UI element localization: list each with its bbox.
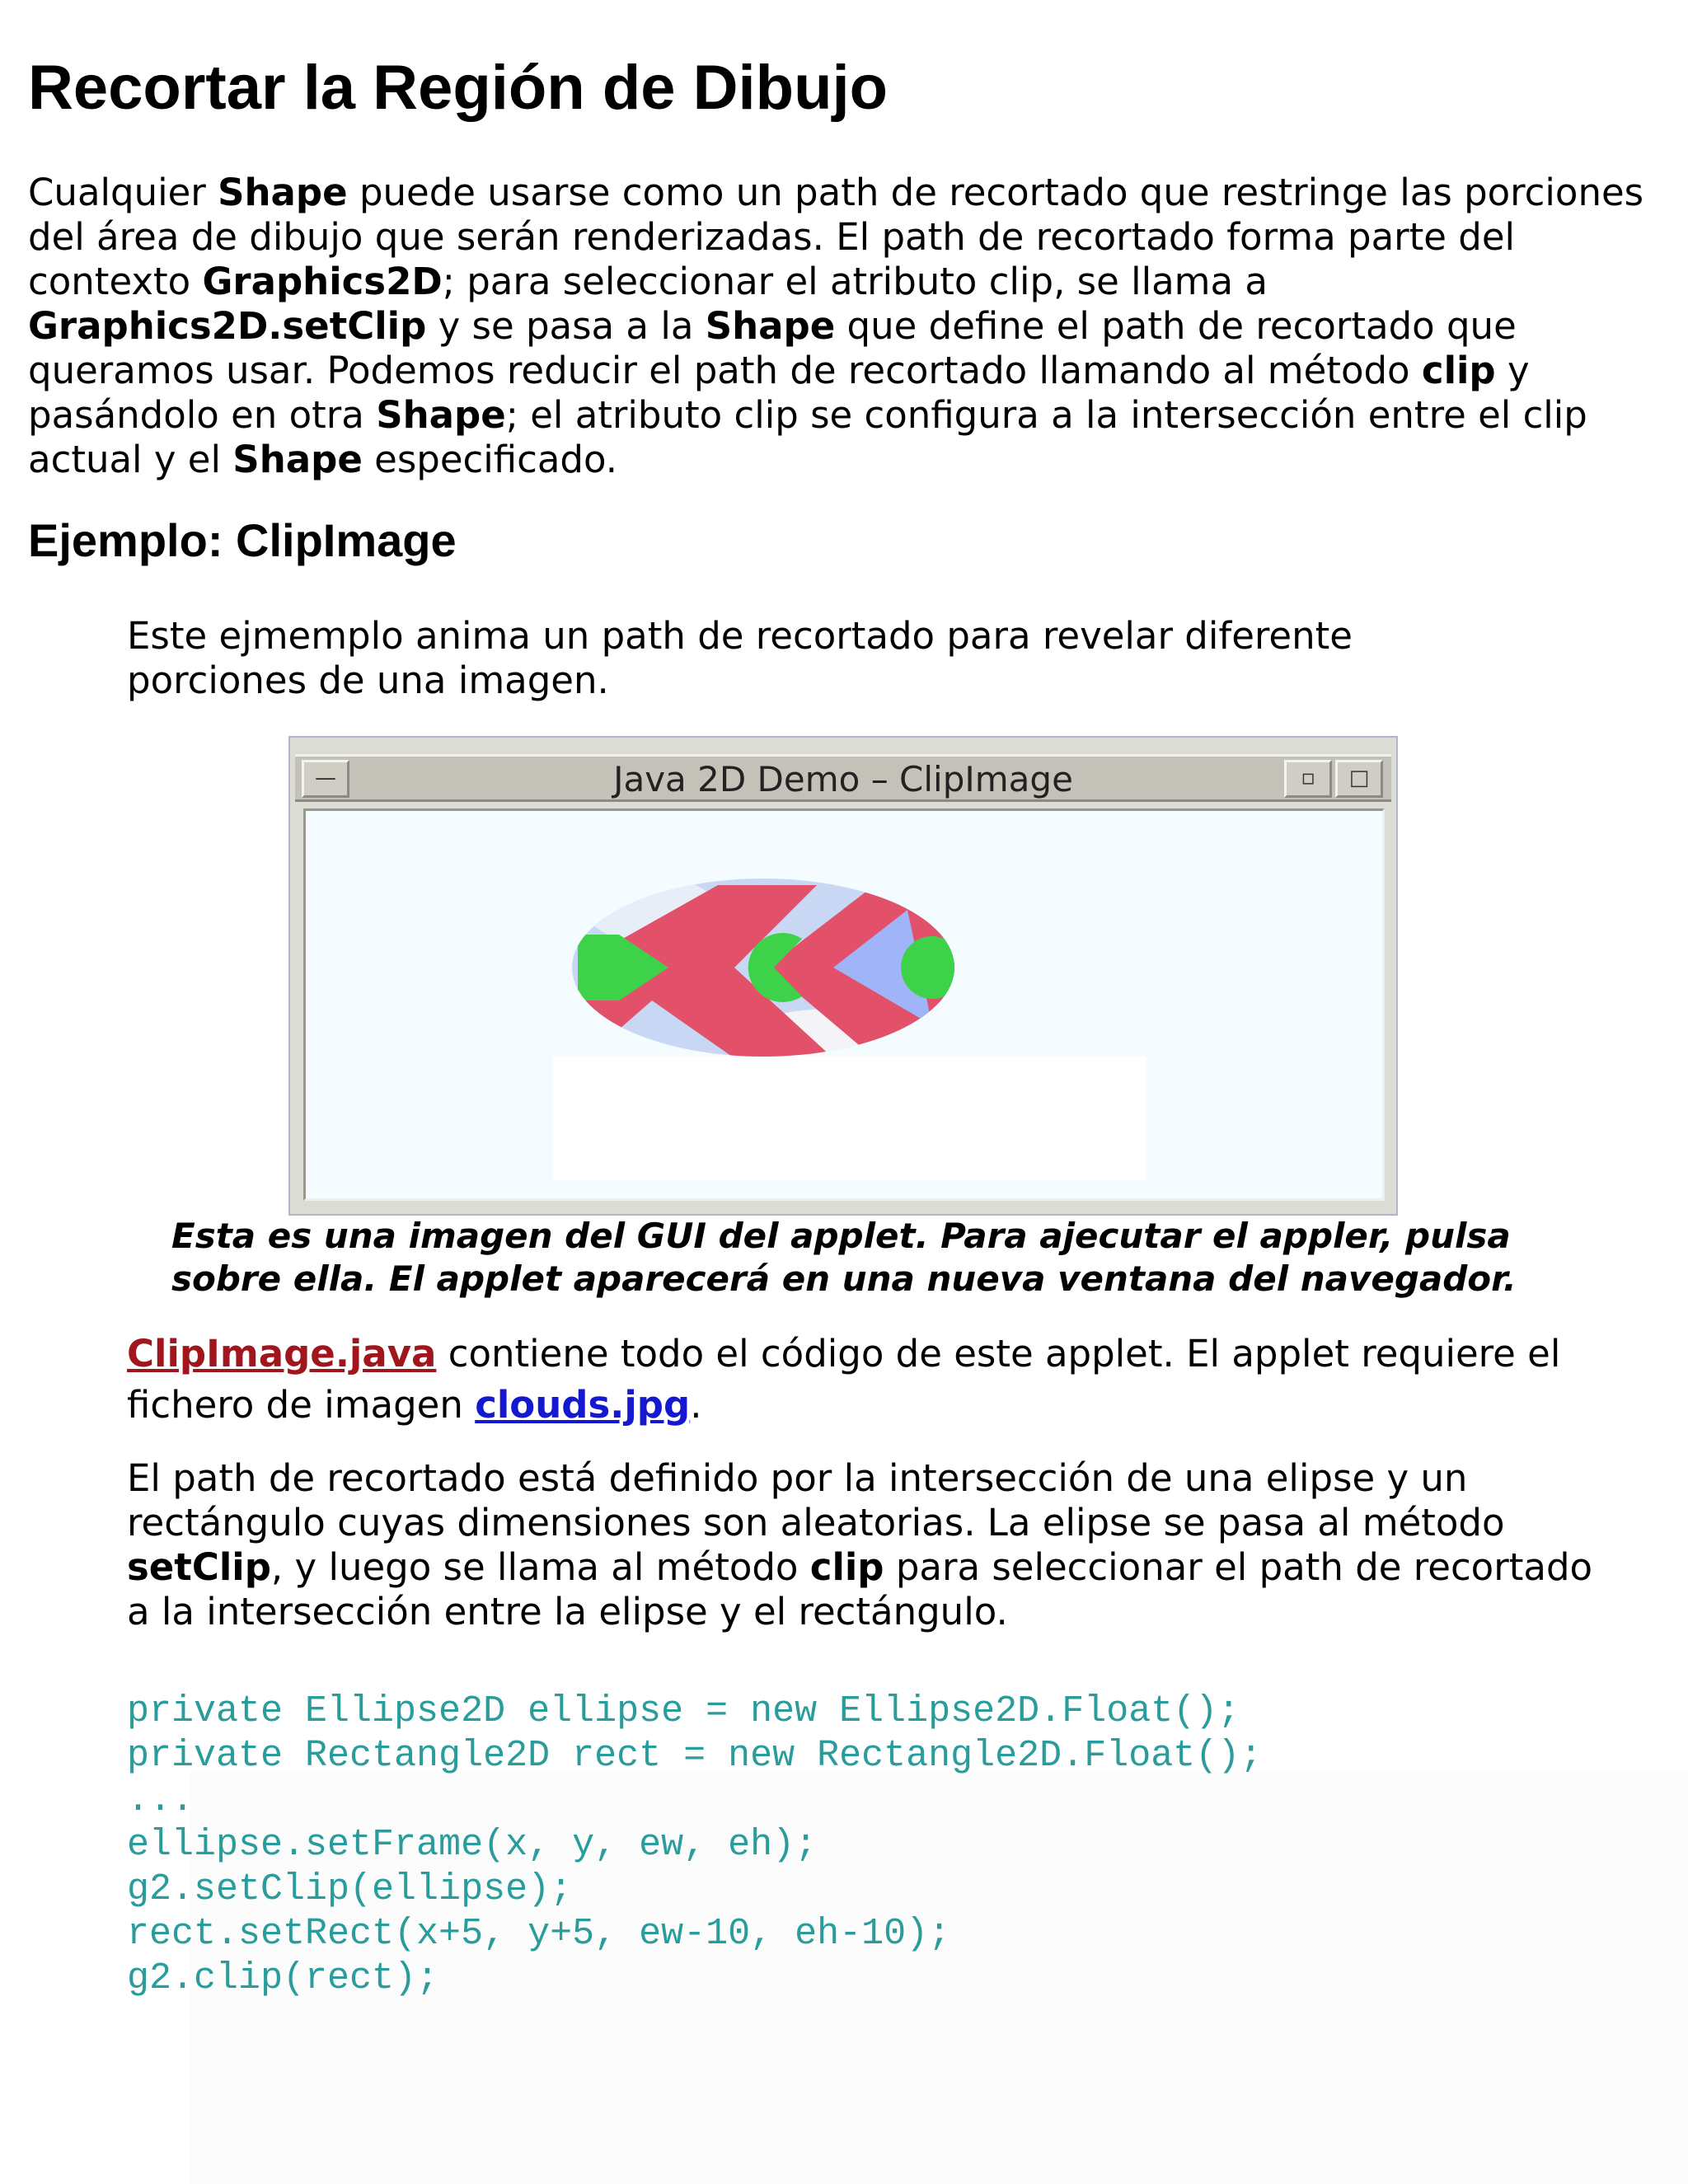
- path-text: , y luego se llama al método: [270, 1545, 810, 1589]
- path-bold: setClip: [127, 1545, 271, 1589]
- screenshot-caption: Esta es una imagen del GUI del applet. Para ajecutar el appler, pulsa sobre ella. El applet aparecerá en una nueva ventana del navegador.: [171, 1216, 1517, 1299]
- intro-paragraph: [28, 171, 1668, 482]
- intro-text: Cualquier: [28, 171, 218, 214]
- white-band: [553, 1057, 1146, 1180]
- intro-text: y se pasa a la: [426, 304, 706, 348]
- intro-text: y pasándolo en otra: [28, 349, 1530, 437]
- code-line: ellipse.setFrame(x, y, ew, eh);: [127, 1824, 818, 1866]
- page-title: Recortar la Región de Dibujo: [28, 53, 889, 123]
- intro-text: ; para seleccionar el atributo clip, se llama a: [442, 260, 1268, 303]
- code-block: [127, 1690, 1262, 2001]
- clipped-image: [306, 811, 1382, 1198]
- intro-text: puede usarse como un path de recortado que restringe las porciones del área de dibujo que serán renderizadas. El path de recortado forma parte del contexto: [28, 171, 1644, 303]
- intro-bold: Shape: [705, 304, 836, 348]
- intro-bold: clip: [1421, 349, 1496, 392]
- intro-text: ; el atributo clip se configura a la intersección entre el clip actual y el: [28, 393, 1587, 481]
- applet-screenshot[interactable]: [288, 736, 1398, 1216]
- clip-path-paragraph: [127, 1456, 1611, 1634]
- intro-text: que define el path de recortado que queramos usar. Podemos reducir el path de recortado llamando al método: [28, 304, 1517, 392]
- applet-canvas: [303, 808, 1385, 1201]
- intro-bold: Shape: [376, 393, 506, 437]
- intro-bold: Shape: [232, 438, 363, 481]
- path-text: para seleccionar el path de recortado a la intersección entre la elipse y el rectángulo.: [127, 1545, 1593, 1633]
- path-bold: clip: [809, 1545, 884, 1589]
- code-line: g2.setClip(ellipse);: [127, 1868, 573, 1910]
- window-title: Java 2D Demo – ClipImage: [613, 759, 1073, 799]
- animation-paragraph: Este ejmemplo anima un path de recortado para revelar diferente porciones de una imagen.: [127, 614, 1353, 702]
- intro-text: especificado.: [362, 438, 618, 481]
- window-titlebar: [295, 754, 1391, 802]
- clipimage-java-link[interactable]: ClipImage.java: [127, 1332, 437, 1376]
- clip-region: [570, 877, 965, 1075]
- intro-bold: Shape: [218, 171, 348, 214]
- window-menu-button[interactable]: —: [302, 760, 349, 798]
- links-text: .: [690, 1383, 702, 1427]
- code-line: rect.setRect(x+5, y+5, ew-10, eh-10);: [127, 1913, 951, 1955]
- path-text: El path de recortado está definido por la intersección de una elipse y un rectángulo cuyas dimensiones son aleatorias. La elipse se pasa al método: [127, 1456, 1505, 1544]
- intro-bold: Graphics2D: [202, 260, 443, 303]
- code-line: private Ellipse2D ellipse = new Ellipse2D.Float();: [127, 1690, 1240, 1732]
- source-links-paragraph: [127, 1329, 1578, 1431]
- maximize-button[interactable]: □: [1335, 760, 1383, 798]
- minimize-button[interactable]: ▫: [1284, 760, 1332, 798]
- intro-bold: Graphics2D.setClip: [28, 304, 427, 348]
- code-line: ...: [127, 1779, 195, 1821]
- section-title: Ejemplo: ClipImage: [28, 514, 457, 566]
- green-circle: [901, 936, 964, 999]
- green-rect: [578, 935, 619, 1001]
- code-line: private Rectangle2D rect = new Rectangle2D.Float();: [127, 1735, 1263, 1777]
- clouds-jpg-link[interactable]: clouds.jpg: [475, 1383, 691, 1427]
- code-line: g2.clip(rect);: [127, 1957, 439, 1999]
- links-text: contiene todo el código de este applet. El applet requiere el fichero de imagen: [127, 1332, 1561, 1427]
